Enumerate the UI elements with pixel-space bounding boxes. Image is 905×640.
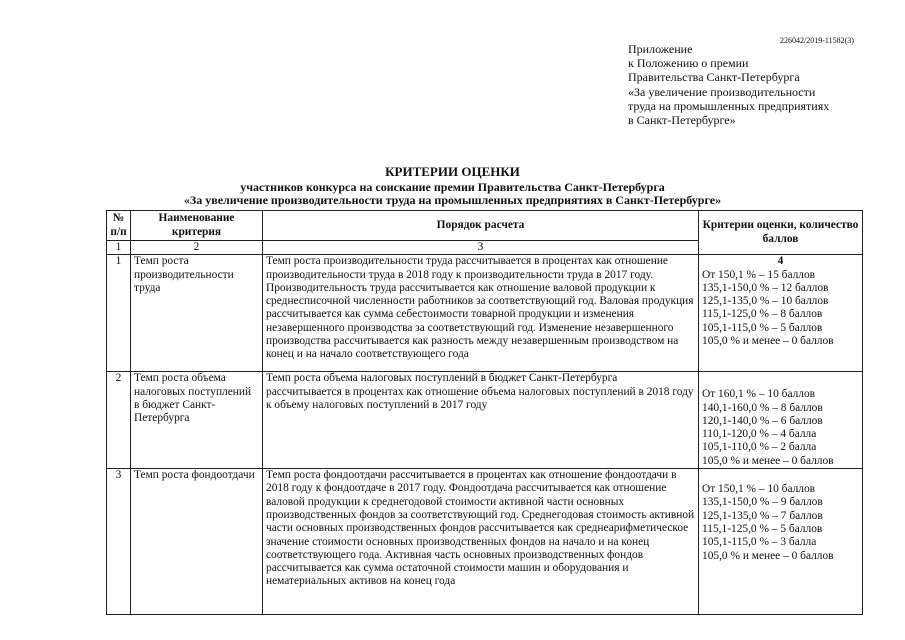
score-item: 105,1-110,0 % – 2 балла <box>702 441 817 454</box>
row-number: 2 <box>107 372 131 469</box>
score-item: 115,1-125,0 % – 5 баллов <box>702 522 823 535</box>
appendix-header <box>628 42 829 127</box>
appendix-line: к Положению о премии <box>628 56 749 71</box>
col-number: 2 <box>131 241 263 255</box>
header-criteria: Критерии оценки, количество баллов <box>699 211 863 255</box>
score-list <box>699 469 863 615</box>
header-num: № п/п <box>107 211 131 241</box>
criteria-table <box>106 210 863 615</box>
score-item: От 150,1 % – 15 баллов <box>702 268 816 281</box>
document-title: КРИТЕРИИ ОЦЕНКИ <box>385 164 520 179</box>
score-item: 125,1-135,0 % – 10 баллов <box>702 295 829 308</box>
calculation-text: Темп роста производительности труда рассчитывается в процентах как отношение производительности труда в 2018 году к производительности труда в 2017 году. Производительность труда рассчитывается как отношение валовой продукции к среднесписочной численности работников за соответствующий год. Валовая продукция рассчитывается как сумма себестоимости товарной продукции и изменения незавершенного производства за соответствующий год. Изменение незавершенного производства рассчитывается как разность между незавершенным производством на конец и на начало соответствующего года <box>263 255 699 372</box>
calculation-text: Темп роста объема налоговых поступлений в бюджет Санкт-Петербурга рассчитывается в процентах как отношение объема налоговых поступлений в 2018 году к объему налоговых поступлений в 2017 году <box>263 372 699 469</box>
criterion-name: Темп роста фондоотдачи <box>131 469 263 615</box>
table-row <box>107 372 863 469</box>
document-subtitle-award: «За увеличение производительности труда на промышленных предприятиях в Санкт-Петербурге» <box>183 193 722 207</box>
appendix-line: «За увеличение производительности <box>628 84 816 99</box>
col-number: 1 <box>107 241 131 255</box>
row-number: 3 <box>107 469 131 615</box>
score-item: 120,1-140,0 % – 6 баллов <box>702 414 823 427</box>
score-item: 125,1-135,0 % – 7 баллов <box>702 509 823 522</box>
appendix-line: Правительства Санкт-Петербурга <box>628 70 800 85</box>
score-list <box>699 372 863 469</box>
appendix-line: труда на промышленных предприятиях <box>628 98 830 113</box>
score-item: 105,1-115,0 % – 5 баллов <box>702 321 823 334</box>
appendix-line: в Санкт-Петербурге» <box>628 113 736 128</box>
table-row <box>107 255 863 372</box>
criterion-name: Темп роста производительности труда <box>131 255 263 372</box>
score-item: 135,1-150,0 % – 12 баллов <box>702 281 829 294</box>
col-number: 4 <box>777 255 784 268</box>
calculation-text: Темп роста фондоотдачи рассчитывается в процентах как отношение фондоотдачи в 2018 году к фондоотдаче в 2017 году. Фондоотдача рассчитывается как отношение валовой продукции к среднегодовой стоимости активной части основных производственных фондов за соответствующий год. Среднегодовая стоимость активной части основных производственных фондов рассчитывается как среднеарифметическое значение стоимости основных производственных фондов на начало и на конец соответствующего года. Активная часть основных производственных фондов рассчитывается как сумма остаточной стоимости машин и оборудования и нематериальных активов на конец года <box>263 469 699 615</box>
score-item: 105,1-115,0 % – 3 балла <box>702 536 817 549</box>
table-header-row <box>107 211 863 241</box>
header-name: Наименование критерия <box>131 211 263 241</box>
score-item: 115,1-125,0 % – 8 баллов <box>702 308 823 321</box>
col-number: 3 <box>263 241 699 255</box>
score-item: 105,0 % и менее – 0 баллов <box>702 549 834 562</box>
score-item: 140,1-160,0 % – 8 баллов <box>702 401 823 414</box>
score-item: 105,0 % и менее – 0 баллов <box>702 335 834 348</box>
score-list <box>699 255 863 372</box>
score-item: 105,0 % и менее – 0 баллов <box>702 454 834 467</box>
score-item: 110,1-120,0 % – 4 балла <box>702 428 817 441</box>
document-subtitle: участников конкурса на соискание премии Правительства Санкт-Петербурга <box>240 180 665 194</box>
document-number: 226042/2019-11582(3) <box>780 36 854 45</box>
score-item: От 160,1 % – 10 баллов <box>702 388 816 401</box>
row-number: 1 <box>107 255 131 372</box>
appendix-line: Приложение <box>628 42 693 56</box>
score-item: 135,1-150,0 % – 9 баллов <box>702 496 823 509</box>
score-item: От 150,1 % – 10 баллов <box>702 483 816 496</box>
criterion-name: Темп роста объема налоговых поступлений в бюджет Санкт-Петербурга <box>131 372 263 469</box>
table-row <box>107 469 863 615</box>
header-calc: Порядок расчета <box>263 211 699 241</box>
